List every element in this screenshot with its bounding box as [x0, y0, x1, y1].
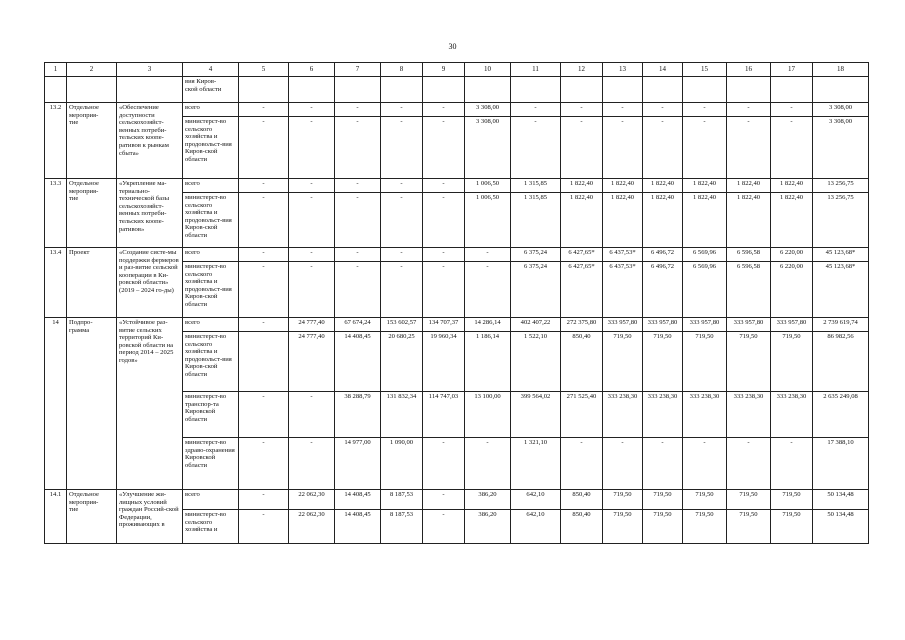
value-cell: 38 288,79 — [335, 392, 381, 438]
payer-cell: министерст-во сельского хозяйства и продовольст-вия Киров-ской области — [183, 262, 239, 318]
value-cell: 719,50 — [643, 332, 683, 392]
payer-cell: всего — [183, 490, 239, 510]
table-cell — [239, 77, 289, 103]
value-cell: 67 674,24 — [335, 318, 381, 332]
value-cell: 134 707,37 — [423, 318, 465, 332]
value-cell: 50 134,48 — [813, 510, 869, 544]
value-cell: 333 957,80 — [683, 318, 727, 332]
value-cell: 3 308,00 — [465, 103, 511, 117]
value-cell: - — [561, 103, 603, 117]
value-cell: - — [465, 438, 511, 490]
payer-cell: министерст-во сельского хозяйства и продовольст-вия Киров-ской области — [183, 117, 239, 179]
value-cell: 402 407,22 — [511, 318, 561, 332]
table-cell — [289, 77, 335, 103]
payer-cell: всего — [183, 318, 239, 332]
value-cell: 386,20 — [465, 510, 511, 544]
table-cell — [335, 77, 381, 103]
header-cell: 14 — [643, 63, 683, 77]
value-cell: - — [335, 262, 381, 318]
value-cell: 719,50 — [727, 490, 771, 510]
value-cell: - — [335, 103, 381, 117]
value-cell: - — [727, 103, 771, 117]
header-cell: 8 — [381, 63, 423, 77]
value-cell: 1 822,40 — [603, 179, 643, 193]
value-cell: - — [335, 179, 381, 193]
value-cell: - — [465, 248, 511, 262]
value-cell: 13 256,75 — [813, 179, 869, 193]
value-cell: - — [643, 438, 683, 490]
header-cell: 17 — [771, 63, 813, 77]
value-cell: 719,50 — [603, 332, 643, 392]
value-cell: - — [423, 193, 465, 248]
value-cell: 3 308,00 — [813, 117, 869, 179]
value-cell: 271 525,40 — [561, 392, 603, 438]
value-cell: 2 635 249,08 — [813, 392, 869, 438]
value-cell: 6 375,24 — [511, 262, 561, 318]
header-cell: 12 — [561, 63, 603, 77]
value-cell: 22 062,30 — [289, 510, 335, 544]
table-cell — [381, 77, 423, 103]
value-cell: 719,50 — [603, 490, 643, 510]
value-cell: - — [239, 262, 289, 318]
value-cell: 719,50 — [683, 490, 727, 510]
table-cell — [465, 77, 511, 103]
value-cell: - — [683, 117, 727, 179]
header-cell: 13 — [603, 63, 643, 77]
header-cell: 18 — [813, 63, 869, 77]
value-cell: 719,50 — [683, 510, 727, 544]
payer-cell: всего — [183, 103, 239, 117]
header-cell: 9 — [423, 63, 465, 77]
value-cell: - — [239, 179, 289, 193]
value-cell: 6 596,58 — [727, 262, 771, 318]
value-cell: 1 822,40 — [771, 179, 813, 193]
value-cell: 642,10 — [511, 510, 561, 544]
value-cell: - — [239, 490, 289, 510]
header-cell: 6 — [289, 63, 335, 77]
page-number: 30 — [448, 42, 457, 51]
value-cell: - — [423, 490, 465, 510]
header-cell: 16 — [727, 63, 771, 77]
value-cell: 153 602,57 — [381, 318, 423, 332]
item-number: 14 — [45, 318, 67, 490]
table-cell — [727, 77, 771, 103]
payer-cell: министерст-во здраво-охранения Кировской области — [183, 438, 239, 490]
value-cell: 22 062,30 — [289, 490, 335, 510]
value-cell: - — [239, 318, 289, 332]
item-number: 13.3 — [45, 179, 67, 248]
value-cell: - — [289, 392, 335, 438]
value-cell: - — [239, 438, 289, 490]
value-cell: 1 321,10 — [511, 438, 561, 490]
header-cell: 3 — [117, 63, 183, 77]
value-cell: 1 822,40 — [727, 193, 771, 248]
item-name: «Обеспечение доступности сельскохозяйст-венных потреби-тельских коопе-ративов к рынкам сбыта» — [117, 103, 183, 179]
table-cell — [67, 77, 117, 103]
value-cell: - — [289, 262, 335, 318]
payer-cell: всего — [183, 248, 239, 262]
value-cell: - — [381, 193, 423, 248]
value-cell: 719,50 — [643, 490, 683, 510]
value-cell: - — [727, 438, 771, 490]
payer-cell: министерст-во транспор-та Кировской области — [183, 392, 239, 438]
value-cell: 333 238,30 — [603, 392, 643, 438]
value-cell: - — [727, 117, 771, 179]
value-cell: 14 408,45 — [335, 332, 381, 392]
value-cell: - — [423, 179, 465, 193]
value-cell: 333 957,80 — [771, 318, 813, 332]
item-type: Отдельное мероприя- тие — [67, 490, 117, 544]
value-cell: 6 427,65* — [561, 262, 603, 318]
value-cell: 20 680,25 — [381, 332, 423, 392]
value-cell: 6 496,72 — [643, 248, 683, 262]
value-cell: - — [771, 103, 813, 117]
value-cell: 14 977,00 — [335, 438, 381, 490]
value-cell: 333 238,30 — [771, 392, 813, 438]
header-cell: 4 — [183, 63, 239, 77]
table-cell — [683, 77, 727, 103]
value-cell: 1 006,50 — [465, 193, 511, 248]
value-cell: - — [643, 117, 683, 179]
table-row — [45, 490, 869, 510]
value-cell: 1 822,40 — [561, 179, 603, 193]
value-cell: 1 006,50 — [465, 179, 511, 193]
table-cell — [561, 77, 603, 103]
value-cell: - — [289, 248, 335, 262]
value-cell: 14 408,45 — [335, 510, 381, 544]
header-cell: 15 — [683, 63, 727, 77]
value-cell: 1 822,40 — [683, 193, 727, 248]
value-cell: 386,20 — [465, 490, 511, 510]
value-cell: 1 822,40 — [643, 179, 683, 193]
value-cell — [239, 332, 289, 392]
value-cell: 719,50 — [771, 332, 813, 392]
item-name: «Устойчивое раз-витие сельских территорий Ки-ровской области на период 2014 – 2025 годов» — [117, 318, 183, 490]
value-cell: - — [603, 103, 643, 117]
value-cell: - — [423, 262, 465, 318]
value-cell: 14 286,14 — [465, 318, 511, 332]
value-cell: 1 315,85 — [511, 179, 561, 193]
value-cell: - — [423, 248, 465, 262]
table-cell — [117, 77, 183, 103]
value-cell: - — [561, 438, 603, 490]
value-cell: - — [465, 262, 511, 318]
value-cell: 399 564,02 — [511, 392, 561, 438]
value-cell: 719,50 — [643, 510, 683, 544]
value-cell: 114 747,03 — [423, 392, 465, 438]
value-cell: 17 388,10 — [813, 438, 869, 490]
value-cell: 24 777,40 — [289, 318, 335, 332]
value-cell: 333 957,80 — [727, 318, 771, 332]
value-cell: 719,50 — [603, 510, 643, 544]
value-cell: - — [289, 438, 335, 490]
value-cell: - — [381, 262, 423, 318]
value-cell: 8 187,53 — [381, 510, 423, 544]
value-cell: - — [381, 103, 423, 117]
value-cell: - — [289, 193, 335, 248]
payer-cell: всего — [183, 179, 239, 193]
value-cell: 1 822,40 — [561, 193, 603, 248]
value-cell: 1 315,85 — [511, 193, 561, 248]
item-name: «Улучшение жи-лищных условий граждан Россий-ской Федерации, проживающих в — [117, 490, 183, 544]
value-cell: - — [771, 438, 813, 490]
value-cell: - — [289, 103, 335, 117]
value-cell: 1 822,40 — [643, 193, 683, 248]
value-cell: 1 090,00 — [381, 438, 423, 490]
value-cell: 6 427,65* — [561, 248, 603, 262]
value-cell: - — [643, 103, 683, 117]
value-cell: - — [423, 117, 465, 179]
table-row — [45, 103, 869, 117]
value-cell: 6 437,53* — [603, 262, 643, 318]
value-cell: 2 739 619,74 — [813, 318, 869, 332]
value-cell: - — [511, 117, 561, 179]
table-row — [45, 248, 869, 262]
value-cell: - — [381, 117, 423, 179]
value-cell: - — [561, 117, 603, 179]
value-cell: 45 123,68* — [813, 248, 869, 262]
table-cell — [771, 77, 813, 103]
item-type: Подпро- грамма — [67, 318, 117, 490]
table-cell — [813, 77, 869, 103]
value-cell: - — [335, 193, 381, 248]
payer-cell: вия Киров- ской области — [183, 77, 239, 103]
value-cell: 719,50 — [683, 332, 727, 392]
value-cell: 6 496,72 — [643, 262, 683, 318]
value-cell: 850,40 — [561, 332, 603, 392]
value-cell: 1 822,40 — [771, 193, 813, 248]
payer-cell: министерст-во сельского хозяйства и продовольст-вия Киров-ской области — [183, 193, 239, 248]
value-cell: 1 822,40 — [727, 179, 771, 193]
header-cell: 5 — [239, 63, 289, 77]
value-cell: 131 832,34 — [381, 392, 423, 438]
value-cell: 719,50 — [727, 332, 771, 392]
value-cell: - — [381, 179, 423, 193]
value-cell: 6 375,24 — [511, 248, 561, 262]
value-cell: 6 569,96 — [683, 248, 727, 262]
value-cell: 6 437,53* — [603, 248, 643, 262]
item-type: Проект — [67, 248, 117, 318]
table-cell — [423, 77, 465, 103]
value-cell: 8 187,53 — [381, 490, 423, 510]
budget-table — [44, 62, 869, 544]
continuation-row — [45, 77, 869, 103]
item-name: «Создание систе-мы поддержки фермеров и раз-витие сельской кооперации в Ки-ровской области» (2019 – 2024 го-ды) — [117, 248, 183, 318]
value-cell: 1 186,14 — [465, 332, 511, 392]
value-cell: 3 308,00 — [813, 103, 869, 117]
value-cell: - — [423, 510, 465, 544]
value-cell: 642,10 — [511, 490, 561, 510]
item-number: 13.2 — [45, 103, 67, 179]
value-cell: 333 238,30 — [683, 392, 727, 438]
value-cell: - — [289, 179, 335, 193]
value-cell: 50 134,48 — [813, 490, 869, 510]
value-cell: 3 308,00 — [465, 117, 511, 179]
value-cell: - — [381, 248, 423, 262]
value-cell: 6 220,00 — [771, 248, 813, 262]
value-cell: 1 822,40 — [683, 179, 727, 193]
value-cell: - — [335, 117, 381, 179]
value-cell: 333 957,80 — [643, 318, 683, 332]
value-cell: - — [239, 193, 289, 248]
header-cell: 10 — [465, 63, 511, 77]
payer-cell: министерст-во сельского хозяйства и — [183, 510, 239, 544]
payer-cell: министерст-во сельского хозяйства и продовольст-вия Киров-ской области — [183, 332, 239, 392]
value-cell: 1 522,10 — [511, 332, 561, 392]
value-cell: 719,50 — [771, 510, 813, 544]
value-cell: 6 569,96 — [683, 262, 727, 318]
value-cell: 6 220,00 — [771, 262, 813, 318]
header-cell: 2 — [67, 63, 117, 77]
value-cell: - — [239, 510, 289, 544]
value-cell: - — [239, 392, 289, 438]
value-cell: - — [603, 117, 643, 179]
value-cell: 333 238,30 — [643, 392, 683, 438]
value-cell: - — [683, 438, 727, 490]
value-cell: - — [511, 103, 561, 117]
item-type: Отдельное мероприя- тие — [67, 179, 117, 248]
value-cell: 13 100,00 — [465, 392, 511, 438]
item-type: Отдельное мероприя- тие — [67, 103, 117, 179]
value-cell: 1 822,40 — [603, 193, 643, 248]
table-cell — [643, 77, 683, 103]
header-cell: 7 — [335, 63, 381, 77]
item-number: 14.1 — [45, 490, 67, 544]
header-cell: 11 — [511, 63, 561, 77]
value-cell: - — [683, 103, 727, 117]
value-cell: 24 777,40 — [289, 332, 335, 392]
value-cell: 272 375,80 — [561, 318, 603, 332]
value-cell: 45 123,68* — [813, 262, 869, 318]
value-cell: 850,40 — [561, 490, 603, 510]
table-cell — [45, 77, 67, 103]
table-row — [45, 179, 869, 193]
table-cell — [603, 77, 643, 103]
item-name: «Укрепление ма-териально-технической базы сельскохозяйст-венных потреби-тельских коопе-ративов» — [117, 179, 183, 248]
value-cell: 333 957,80 — [603, 318, 643, 332]
value-cell: - — [423, 438, 465, 490]
header-row — [45, 63, 869, 77]
table-body — [45, 63, 869, 544]
value-cell: - — [239, 248, 289, 262]
value-cell: - — [239, 103, 289, 117]
value-cell: - — [771, 117, 813, 179]
value-cell: - — [603, 438, 643, 490]
value-cell: 333 238,30 — [727, 392, 771, 438]
item-number: 13.4 — [45, 248, 67, 318]
value-cell: - — [239, 117, 289, 179]
value-cell: - — [423, 103, 465, 117]
value-cell: 19 960,34 — [423, 332, 465, 392]
table-cell — [511, 77, 561, 103]
value-cell: - — [289, 117, 335, 179]
value-cell: 719,50 — [727, 510, 771, 544]
value-cell: - — [335, 248, 381, 262]
value-cell: 719,50 — [771, 490, 813, 510]
value-cell: 13 256,75 — [813, 193, 869, 248]
value-cell: 850,40 — [561, 510, 603, 544]
table-row — [45, 318, 869, 332]
value-cell: 14 408,45 — [335, 490, 381, 510]
header-cell: 1 — [45, 63, 67, 77]
value-cell: 86 982,56 — [813, 332, 869, 392]
value-cell: 6 596,58 — [727, 248, 771, 262]
